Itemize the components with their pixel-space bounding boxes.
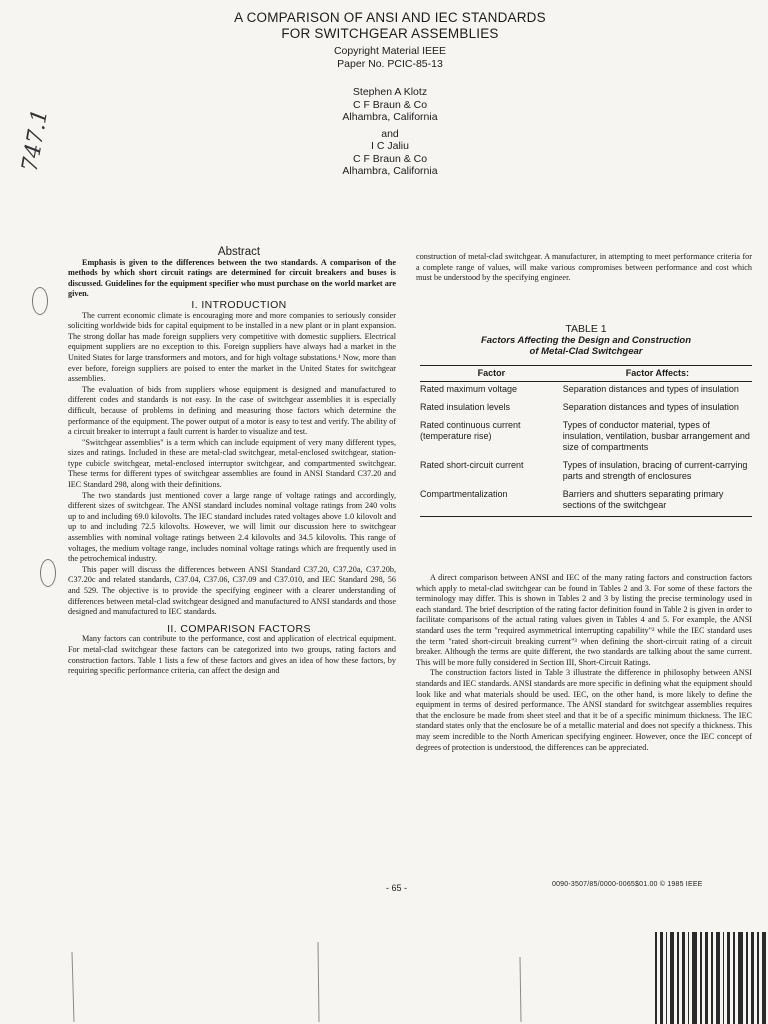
table-1 <box>420 324 752 517</box>
comparison-factors-heading: II. COMPARISON FACTORS <box>167 622 311 635</box>
scan-noise-lines <box>72 942 521 1022</box>
table-number: TABLE 1 <box>565 323 607 335</box>
copyright-notice: Copyright Material IEEE <box>333 45 447 57</box>
intro-paragraph-3: "Switchgear assemblies" is a term which can include equipment of very many different types, sizes and ratings. Included in these are metal-clad switchgear, metal-enclosed switchgear, station-type cubicle switchgear, metal-enclosed interruptor switchgear, and compartmented switchgear. These terms for different types of switchgear assemblies are found in ANSI Standard C37.20 and IEC Standard 298, along with their definitions. <box>68 437 396 490</box>
table-cell-affects: Separation distances and types of insulation <box>562 384 739 394</box>
right-column-continuation: construction of metal-clad switchgear. A manufacturer, in attempting to meet performance criteria for a complete range of values, will make various compromises between performance and cost which must be understood by the specifying engineer. <box>416 252 752 283</box>
paper-title-line-1: A COMPARISON OF ANSI AND IEC STANDARDS <box>234 10 546 25</box>
table-row <box>420 400 752 418</box>
table-cell-factor: Rated insulation levels <box>420 402 511 412</box>
author-1-location: Alhambra, California <box>342 111 438 123</box>
table-caption-line-2: of Metal-Clad Switchgear <box>529 346 643 357</box>
table-cell-affects: Barriers and shutters separating primary sections of the switchgear <box>563 487 752 517</box>
table-cell-affects: Types of insulation, bracing of current-carrying parts and strength of enclosures <box>562 460 748 481</box>
intro-paragraph-1: The current economic climate is encouraging more and more companies to seriously consider soliciting worldwide bids for capital equipment to be installed in a new plant or in plant expansion. The strong dollar has made foreign suppliers very competitive with domestic suppliers. Electrical equipment suppliers are no exception to this. Foreign suppliers have always had a market in the United States for large transformers and motors, and for high voltage substations.¹ Now, more than ever before, foreign suppliers are poised to enter the market in the United States for switchgear assemblies. <box>68 310 396 384</box>
author-2-location: Alhambra, California <box>342 165 438 177</box>
table-row <box>420 382 752 401</box>
author-block <box>200 86 580 178</box>
introduction-heading: I. INTRODUCTION <box>191 298 287 311</box>
publication-code: 0090-3507/85/0000-0065$01.00 © 1985 IEEE <box>552 881 703 888</box>
table-header-factor: Factor <box>420 366 563 382</box>
paper-header <box>200 10 580 178</box>
table-header-affects: Factor Affects: <box>563 366 752 382</box>
intro-paragraph-4: The two standards just mentioned cover a large range of voltage ratings and accordingly, different sizes of switchgear. The ANSI standard includes nominal voltage ratings from 240 volts up to and including 69.0 kilovolts. The IEC standard includes rated voltages above 1.0 kilovolt and up to and including 72.5 kilovolts. However, we will limit our discussion here to switchgear assemblies with nominal voltage ratings between 2.4 kilovolts and 34.5 kilovolts. This range of voltages, the medium voltage range, includes nominal voltage ratings which are frequently used in the petrochemical industry. <box>68 490 396 564</box>
comparison-factors-paragraph: Many factors can contribute to the performance, cost and application of electrical equipment. For metal-clad switchgear these factors can be categorized into two groups, rating factors and construction factors. Table 1 lists a few of these factors and gives an idea of how these factors, by requiring specific performance criteria, can affect the design and <box>68 634 396 676</box>
table-caption-line-1: Factors Affecting the Design and Construction <box>480 335 692 346</box>
paper-title-line-2: FOR SWITCHGEAR ASSEMBLIES <box>281 26 499 41</box>
table-cell-affects: Separation distances and types of insulation <box>562 402 739 412</box>
abstract-text: Emphasis is given to the differences between the two standards. A comparison of the methods by which short circuit ratings are determined for circuit breakers and buses is discussed. Guidelines for the equipment specifier who must purchase on the world market are given. <box>68 257 396 299</box>
intro-paragraph-2: The evaluation of bids from suppliers whose equipment is designed and manufactured to different codes and standards is not easy. In the case of switchgear assemblies it is especially difficult, because of problems in defining and measuring those factors which determine the performance of the equipment. The power output of a motor is easy to test and verify. The ability of a circuit breaker to interrupt a fault current is harder to visualize and test. <box>68 384 396 437</box>
table-cell-factor: Rated short-circuit current <box>420 460 524 470</box>
scan-barcode-artifact <box>655 932 766 1024</box>
right-paragraph-1: A direct comparison between ANSI and IEC of the many rating factors and construction factors which apply to metal-clad switchgear can be found in Tables 2 and 3. For some of these factors the terminology may differ. This is shown in Tables 2 and 3 by listing the precise terminology used in each standard. The brief description of the rating factor definition found in Table 2 is given in order to facilitate comparisons of the actual rating values given in Tables 4 and 5. For example, the ANSI standard uses the term "required asymmetrical interrupting capability"² while the IEC standard uses the term "rated short-circuit breaking current"³ when defining the short-circuit rating of a circuit breaker. Although the terms are quite different, the two standards are talking about the same current. This will be more fully considered in Section III, Short-Circuit Ratings. <box>416 573 752 667</box>
author-1-org: C F Braun & Co <box>352 98 428 111</box>
table-cell-factor: Rated maximum voltage <box>420 384 518 394</box>
scan-artifact-strip <box>0 912 768 1024</box>
right-paragraph-2: The construction factors listed in Table 3 illustrate the difference in philosophy between ANSI standards and IEC standards. ANSI standards are more specific in defining what the equipment should look like and what materials should be used. IEC, on the other hand, is more likely to define the equipment in terms of desired performance. The ANSI standard for switchgear assemblies requires that the enclosure be made from sheet steel and that it be of a specific minimum thickness. The IEC standard states only that the enclosure be of a metallic material and does not specify a thickness. This may seem incredible to the North American specifying engineer. However, once the IEC concept of degrees of protection is understood, the differences can be appreciated. <box>416 668 752 752</box>
factors-table <box>420 365 752 517</box>
right-column-top <box>416 252 752 284</box>
page-number: - 65 - <box>386 883 408 893</box>
author-1-name: Stephen A Klotz <box>352 86 428 98</box>
table-row <box>420 458 752 487</box>
left-column <box>68 247 396 677</box>
table-row <box>420 487 752 517</box>
right-column-body <box>416 573 752 753</box>
author-conjunction: and <box>381 127 399 140</box>
handwritten-margin-note: 747.1 <box>17 107 54 174</box>
table-row <box>420 418 752 458</box>
table-cell-factor: Compartmentalization <box>420 487 563 517</box>
table-cell-factor: Rated continuous current (temperature rise) <box>420 420 521 441</box>
author-2-name: I C Jaliu <box>371 140 409 152</box>
table-header-row <box>420 366 752 382</box>
punch-hole-mark <box>40 559 56 587</box>
abstract-heading: Abstract <box>217 246 261 258</box>
intro-paragraph-5: This paper will discuss the differences between ANSI Standard C37.20, C37.20a, C37.20b, C37.20c and related standards, C37.04, C37.06, C37.09 and C37.010, and IEC Standard 298, 56 and 529. The objective is to provide the specifying engineer with a clearer understanding of differences between metal-clad switchgear designed and manufactured to ANSI standards and those designed and manufactured to IEC standards. <box>68 564 396 617</box>
punch-hole-mark <box>32 287 48 315</box>
table-cell-affects: Types of conductor material, types of insulation, ventilation, busbar arrangement and size of compartments <box>562 420 750 452</box>
paper-number: Paper No. PCIC-85-13 <box>337 57 443 70</box>
author-2-org: C F Braun & Co <box>352 152 428 165</box>
